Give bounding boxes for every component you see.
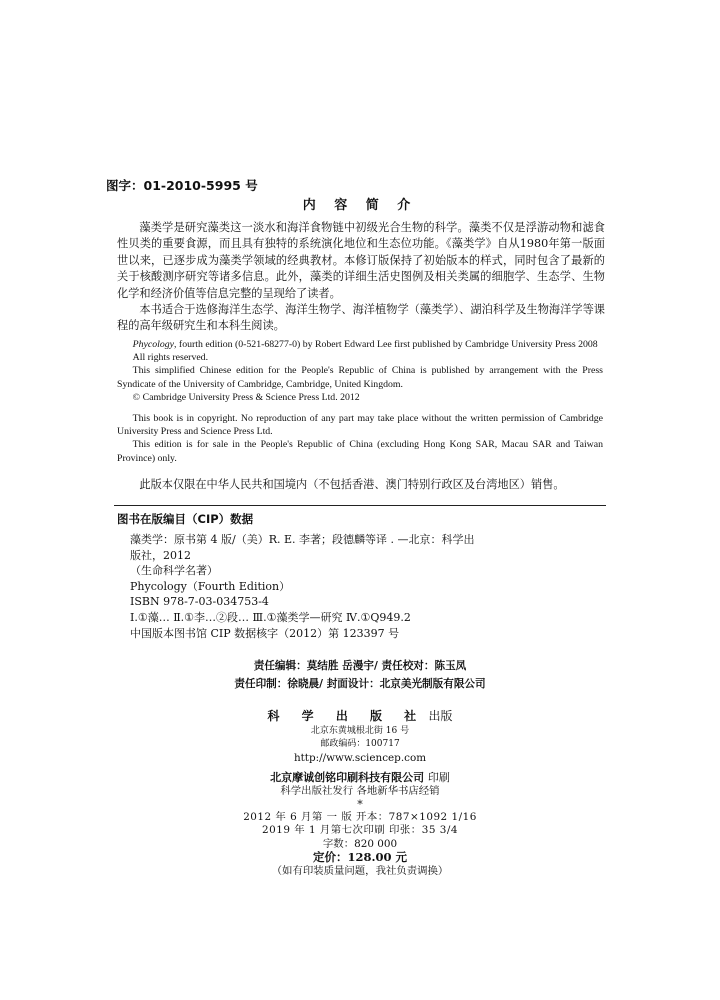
publisher-suffix: 出版 xyxy=(428,709,453,723)
publisher-address: 北京东黄城根北街 16 号 xyxy=(310,725,410,736)
credits-line: 责任编辑：莫结胜 岳漫宇/ 责任校对：陈玉凤 xyxy=(253,660,467,672)
summary-title: 内 容 简 介 xyxy=(302,198,418,213)
summary-paragraph: 本书适合于选修海洋生态学、海洋生物学、海洋植物学（藻类学）、湖泊科学及生物海洋学等课程的高年级研究生和本科生阅读。 xyxy=(117,303,605,333)
credits-line: 责任印制：徐晓晨/ 封面设计：北京美光制版有限公司 xyxy=(234,678,486,690)
price: 定价：128.00 元 xyxy=(312,850,407,865)
book-title-italic: Phycology xyxy=(132,339,175,350)
cip-line: 藻类学：原书第 4 版/（美）R. E. 李著；段德麟等译 . —北京：科学出 xyxy=(130,533,475,546)
imprint-block xyxy=(0,710,720,879)
website: http://www.sciencep.com xyxy=(293,751,427,764)
copyright-statement: © Cambridge University Press & Science Press Ltd. 2012 xyxy=(132,391,360,403)
arrangement-statement: This simplified Chinese edition for the People's Republic of China is published by arrangement with the Press Syndicate of the University of Cambridge, Cambridge, United Kingdom. xyxy=(117,365,603,390)
registration-number: 图字：01-2010-5995 号 xyxy=(106,178,258,193)
sale-territory-statement: This edition is for sale in the People's Republic of China (excluding Hong Kong SAR, Macau SAR and Taiwan Province) only. xyxy=(117,439,603,464)
word-count: 字数：820 000 xyxy=(322,837,398,850)
cip-line: 版社，2012 xyxy=(130,548,191,562)
cip-line: （生命科学名著） xyxy=(130,564,218,578)
distribution: 科学出版社发行 各地新华书店经销 xyxy=(280,784,440,797)
cip-line: Ⅰ.①藻… Ⅱ.①李…②段… Ⅲ.①藻类学—研究 Ⅳ.①Q949.2 xyxy=(130,610,411,624)
sale-restriction: 此版本仅限在中华人民共和国境内（不包括香港、澳门特别行政区及台湾地区）销售。 xyxy=(139,478,565,491)
cip-line: Phycology（Fourth Edition） xyxy=(130,579,291,593)
cip-data xyxy=(130,532,550,641)
quality-note: （如有印装质量问题，我社负责调换） xyxy=(271,864,449,877)
postcode: 邮政编码：100717 xyxy=(320,739,400,750)
printing-info: 2019 年 1 月第七次印刷 印张：35 3/4 xyxy=(262,824,458,837)
edition-statement xyxy=(117,338,603,351)
printer-name: 北京摩诚创铭印刷科技有限公司 xyxy=(270,771,425,785)
summary-section xyxy=(117,220,605,335)
rights-statement: All rights reserved. xyxy=(132,352,209,364)
cip-title: 图书在版编目（CIP）数据 xyxy=(117,512,254,526)
english-copyright-notice xyxy=(117,338,603,465)
cip-line: ISBN 978-7-03-034753-4 xyxy=(130,595,269,609)
asterisk-separator: * xyxy=(357,797,363,811)
no-reproduction-statement: This book is in copyright. No reproduction of any part may take place without the written permission of Cambridge University Press and Science Press Ltd. xyxy=(117,413,603,438)
publisher-line xyxy=(0,710,720,725)
editorial-credits xyxy=(0,657,720,693)
cip-divider xyxy=(114,505,606,506)
printer-suffix: 印刷 xyxy=(427,771,450,785)
publisher-name: 科 学 出 版 社 xyxy=(267,709,426,723)
edition-details: , fourth edition (0-521-68277-0) by Robert Edward Lee first published by Cambridge University Press 2008 xyxy=(174,339,598,350)
edition-info: 2012 年 6 月第 一 版 开本：787×1092 1/16 xyxy=(243,810,477,823)
summary-paragraph: 藻类学是研究藻类这一淡水和海洋食物链中初级光合生物的科学。藻类不仅是浮游动物和滤食性贝类的重要食源，而且具有独特的系统演化地位和生态位功能。《藻类学》自从1980年第一版面世以来，已逐步成为藻类学领域的经典教材。本修订版保持了初始版本的样式，同时包含了最新的关于核酸测序研究等诸多信息。此外，藻类的详细生活史图例及相关类属的细胞学、生态学、生物化学和经济价值等信息完整的呈现给了读者。 xyxy=(117,221,605,300)
cip-line: 中国版本图书馆 CIP 数据核字（2012）第 123397 号 xyxy=(130,626,400,640)
printer-line xyxy=(0,771,720,785)
